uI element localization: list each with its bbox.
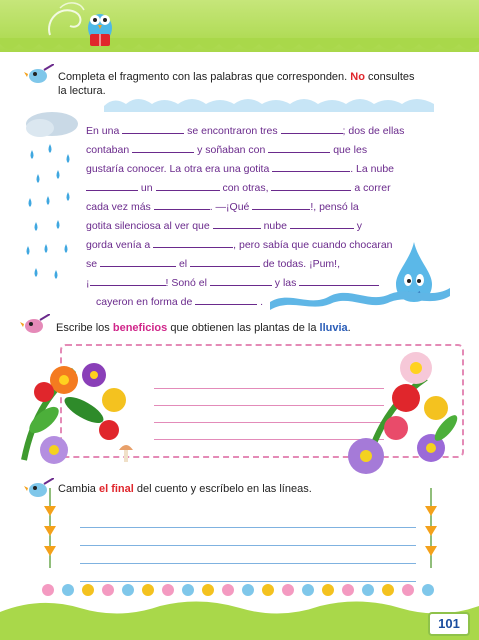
flower-bouquet-right <box>336 338 466 478</box>
emphasis-lluvia: lluvia <box>319 322 348 334</box>
instruction-2: Escribe los beneficios que obtienen las plantas de la lluvia. <box>56 322 351 334</box>
passage-line: gustaría conocer. La otra era una gotita . La nube <box>86 159 416 178</box>
blank-field[interactable] <box>132 140 194 153</box>
instruction-text: consultes <box>364 71 415 83</box>
blank-field[interactable] <box>156 178 220 191</box>
blank-field[interactable] <box>153 235 233 248</box>
instruction-3: Cambia el final del cuento y escríbelo en las líneas. <box>58 483 312 495</box>
blank-field[interactable] <box>195 292 257 305</box>
rain-cloud-icon <box>22 110 80 290</box>
cloud-strip <box>104 94 434 112</box>
answer-lines-2 <box>80 510 416 582</box>
blank-field[interactable] <box>86 178 138 191</box>
footer-band <box>0 596 479 640</box>
answer-line[interactable] <box>80 528 416 546</box>
blank-field[interactable] <box>100 254 176 267</box>
blank-field[interactable] <box>210 273 272 286</box>
passage-line: cada vez más . —¡Qué !, pensó la <box>86 197 416 216</box>
answer-line[interactable] <box>80 510 416 528</box>
page-number: 101 <box>428 612 470 636</box>
blank-field[interactable] <box>190 254 260 267</box>
flower-bouquet-left <box>14 350 154 470</box>
answer-line[interactable] <box>80 564 416 582</box>
blank-field[interactable] <box>90 273 166 286</box>
passage-line: En una se encontraron tres ; dos de ellas <box>86 121 416 140</box>
blank-field[interactable] <box>122 121 184 134</box>
emphasis-beneficios: beneficios <box>112 322 168 334</box>
blank-field[interactable] <box>268 140 330 153</box>
river-stream <box>270 282 450 312</box>
blank-field[interactable] <box>154 197 210 210</box>
small-bird-icon <box>20 314 50 336</box>
emphasis-el-final: el final <box>98 483 134 495</box>
passage-line: contaban y soñaban con que les <box>86 140 416 159</box>
passage-line: se el de todas. ¡Pum!, <box>86 254 416 273</box>
blank-field[interactable] <box>271 178 351 191</box>
emphasis-no: No <box>350 71 365 83</box>
header-scallop <box>0 38 479 60</box>
blank-field[interactable] <box>252 197 310 210</box>
instruction-text: Completa el fragmento con las palabras que corresponden. <box>58 71 351 83</box>
answer-line[interactable] <box>80 546 416 564</box>
blank-field[interactable] <box>213 216 261 229</box>
small-bird-icon <box>24 64 54 86</box>
passage-line: cayeron en forma de . <box>86 292 416 311</box>
passage-line: ¡ ! Sonó el y las <box>86 273 416 292</box>
blank-field[interactable] <box>272 159 350 172</box>
blank-field[interactable] <box>281 121 343 134</box>
bird-reading-icon <box>80 6 120 52</box>
passage-line: un con otras, a correr <box>86 178 416 197</box>
passage-line: gorda venía a , pero sabía que cuando chocaran <box>86 235 416 254</box>
passage-line: gotita silenciosa al ver que nube y <box>86 216 416 235</box>
blank-field[interactable] <box>290 216 354 229</box>
instruction-text: la lectura. <box>58 85 106 97</box>
